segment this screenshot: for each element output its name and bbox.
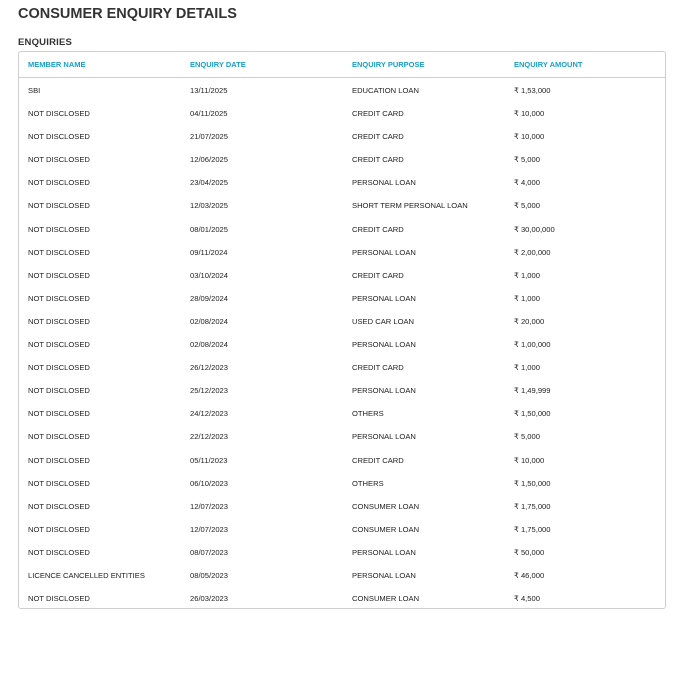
header-enquiry-date: ENQUIRY DATE bbox=[190, 60, 246, 69]
cell-enquiry-date: 21/07/2025 bbox=[190, 132, 229, 142]
table-row bbox=[19, 587, 665, 609]
table-row bbox=[19, 310, 665, 333]
table-row bbox=[19, 102, 665, 125]
cell-enquiry-purpose: USED CAR LOAN bbox=[352, 316, 415, 326]
cell-enquiry-amount: ₹ 1,00,000 bbox=[514, 340, 551, 350]
cell-enquiry-date: 09/11/2024 bbox=[190, 247, 228, 257]
cell-member-name: NOT DISCLOSED bbox=[28, 340, 90, 350]
cell-enquiry-amount: ₹ 10,000 bbox=[514, 109, 545, 119]
cell-member-name: NOT DISCLOSED bbox=[28, 293, 90, 303]
cell-enquiry-purpose: CREDIT CARD bbox=[352, 155, 404, 165]
cell-member-name: NOT DISCLOSED bbox=[28, 524, 90, 534]
cell-enquiry-date: 24/12/2023 bbox=[190, 409, 229, 419]
cell-enquiry-date: 08/01/2025 bbox=[190, 224, 229, 234]
cell-enquiry-purpose: SHORT TERM PERSONAL LOAN bbox=[352, 201, 468, 211]
table-row bbox=[19, 356, 665, 379]
cell-enquiry-date: 12/07/2023 bbox=[190, 501, 229, 511]
table-row bbox=[19, 333, 665, 356]
cell-enquiry-purpose: CREDIT CARD bbox=[352, 455, 404, 465]
cell-enquiry-purpose: PERSONAL LOAN bbox=[352, 547, 416, 557]
cell-member-name: NOT DISCLOSED bbox=[28, 316, 90, 326]
table-row bbox=[19, 518, 665, 541]
cell-member-name: NOT DISCLOSED bbox=[28, 455, 90, 465]
cell-enquiry-purpose: PERSONAL LOAN bbox=[352, 247, 416, 257]
header-enquiry-purpose: ENQUIRY PURPOSE bbox=[352, 60, 425, 69]
table-row bbox=[19, 79, 665, 102]
cell-enquiry-purpose: EDUCATION LOAN bbox=[352, 86, 419, 95]
section-title-enquiries: ENQUIRIES bbox=[18, 37, 73, 48]
cell-enquiry-purpose: CREDIT CARD bbox=[352, 363, 404, 373]
cell-enquiry-date: 08/05/2023 bbox=[190, 570, 229, 580]
header-member-name: MEMBER NAME bbox=[28, 60, 86, 69]
cell-enquiry-purpose: CREDIT CARD bbox=[352, 224, 404, 234]
cell-enquiry-date: 12/03/2025 bbox=[190, 201, 229, 211]
table-row bbox=[19, 148, 665, 171]
cell-enquiry-date: 22/12/2023 bbox=[190, 432, 229, 442]
table-row bbox=[19, 564, 665, 587]
table-row bbox=[19, 194, 665, 217]
table-row bbox=[19, 541, 665, 564]
cell-enquiry-date: 08/07/2023 bbox=[190, 547, 229, 557]
table-row bbox=[19, 495, 665, 518]
table-row bbox=[19, 171, 665, 194]
table-row bbox=[19, 287, 665, 310]
cell-member-name: NOT DISCLOSED bbox=[28, 247, 90, 257]
cell-enquiry-date: 05/11/2023 bbox=[190, 455, 228, 465]
table-row bbox=[19, 379, 665, 402]
cell-enquiry-purpose: PERSONAL LOAN bbox=[352, 386, 416, 396]
cell-enquiry-purpose: CREDIT CARD bbox=[352, 109, 404, 119]
cell-enquiry-purpose: CONSUMER LOAN bbox=[352, 594, 420, 604]
cell-enquiry-date: 13/11/2025 bbox=[190, 86, 228, 95]
cell-member-name: NOT DISCLOSED bbox=[28, 594, 90, 604]
cell-enquiry-amount: ₹ 1,000 bbox=[514, 363, 540, 373]
cell-enquiry-amount: ₹ 1,000 bbox=[514, 270, 540, 280]
cell-enquiry-date: 04/11/2025 bbox=[190, 109, 228, 119]
cell-enquiry-amount: ₹ 46,000 bbox=[514, 570, 545, 580]
table-row bbox=[19, 472, 665, 495]
cell-member-name: SBI bbox=[28, 86, 41, 95]
table-row bbox=[19, 264, 665, 287]
cell-enquiry-amount: ₹ 10,000 bbox=[514, 132, 545, 142]
cell-member-name: NOT DISCLOSED bbox=[28, 132, 90, 142]
cell-enquiry-date: 23/04/2025 bbox=[190, 178, 229, 188]
cell-enquiry-purpose: CREDIT CARD bbox=[352, 132, 404, 142]
cell-enquiry-date: 26/12/2023 bbox=[190, 363, 229, 373]
cell-enquiry-amount: ₹ 30,00,000 bbox=[514, 224, 555, 234]
cell-enquiry-purpose: PERSONAL LOAN bbox=[352, 570, 416, 580]
table-row bbox=[19, 125, 665, 148]
header-enquiry-amount: ENQUIRY AMOUNT bbox=[514, 60, 583, 69]
table-row bbox=[19, 402, 665, 425]
cell-enquiry-amount: ₹ 5,000 bbox=[514, 155, 540, 165]
cell-member-name: NOT DISCLOSED bbox=[28, 201, 90, 211]
cell-enquiry-amount: ₹ 4,000 bbox=[514, 178, 540, 188]
cell-enquiry-amount: ₹ 1,75,000 bbox=[514, 501, 551, 511]
cell-enquiry-amount: ₹ 5,000 bbox=[514, 432, 540, 442]
cell-enquiry-amount: ₹ 1,75,000 bbox=[514, 524, 551, 534]
cell-member-name: NOT DISCLOSED bbox=[28, 409, 90, 419]
cell-enquiry-amount: ₹ 1,50,000 bbox=[514, 409, 551, 419]
cell-enquiry-purpose: PERSONAL LOAN bbox=[352, 293, 416, 303]
cell-member-name: NOT DISCLOSED bbox=[28, 224, 90, 234]
cell-enquiry-date: 12/06/2025 bbox=[190, 155, 229, 165]
cell-member-name: NOT DISCLOSED bbox=[28, 386, 90, 396]
cell-enquiry-date: 25/12/2023 bbox=[190, 386, 229, 396]
table-row bbox=[19, 425, 665, 448]
cell-member-name: NOT DISCLOSED bbox=[28, 363, 90, 373]
cell-member-name: NOT DISCLOSED bbox=[28, 109, 90, 119]
cell-enquiry-purpose: CONSUMER LOAN bbox=[352, 501, 420, 511]
cell-member-name: NOT DISCLOSED bbox=[28, 155, 90, 165]
page-title: CONSUMER ENQUIRY DETAILS bbox=[18, 6, 237, 22]
cell-enquiry-date: 03/10/2024 bbox=[190, 270, 229, 280]
cell-enquiry-purpose: PERSONAL LOAN bbox=[352, 432, 416, 442]
cell-enquiry-amount: ₹ 2,00,000 bbox=[514, 247, 551, 257]
cell-member-name: NOT DISCLOSED bbox=[28, 501, 90, 511]
table-header bbox=[19, 52, 665, 78]
cell-enquiry-date: 12/07/2023 bbox=[190, 524, 229, 534]
enquiries-table bbox=[18, 51, 666, 609]
table-row bbox=[19, 241, 665, 264]
cell-enquiry-amount: ₹ 1,000 bbox=[514, 293, 540, 303]
cell-enquiry-amount: ₹ 10,000 bbox=[514, 455, 545, 465]
cell-enquiry-amount: ₹ 4,500 bbox=[514, 594, 540, 604]
cell-enquiry-date: 02/08/2024 bbox=[190, 340, 229, 350]
cell-enquiry-amount: ₹ 1,50,000 bbox=[514, 478, 551, 488]
cell-member-name: NOT DISCLOSED bbox=[28, 178, 90, 188]
cell-enquiry-purpose: OTHERS bbox=[352, 409, 384, 419]
cell-enquiry-amount: ₹ 1,53,000 bbox=[514, 86, 551, 95]
table-row bbox=[19, 218, 665, 241]
cell-enquiry-purpose: CREDIT CARD bbox=[352, 270, 404, 280]
cell-enquiry-amount: ₹ 1,49,999 bbox=[514, 386, 551, 396]
cell-enquiry-date: 06/10/2023 bbox=[190, 478, 229, 488]
cell-enquiry-amount: ₹ 5,000 bbox=[514, 201, 540, 211]
cell-enquiry-purpose: PERSONAL LOAN bbox=[352, 340, 416, 350]
cell-enquiry-amount: ₹ 50,000 bbox=[514, 547, 545, 557]
cell-enquiry-purpose: PERSONAL LOAN bbox=[352, 178, 416, 188]
cell-member-name: NOT DISCLOSED bbox=[28, 270, 90, 280]
cell-enquiry-amount: ₹ 20,000 bbox=[514, 316, 545, 326]
cell-member-name: NOT DISCLOSED bbox=[28, 478, 90, 488]
cell-enquiry-date: 26/03/2023 bbox=[190, 594, 229, 604]
table-body bbox=[19, 78, 665, 609]
cell-member-name: NOT DISCLOSED bbox=[28, 547, 90, 557]
cell-member-name: NOT DISCLOSED bbox=[28, 432, 90, 442]
cell-enquiry-purpose: CONSUMER LOAN bbox=[352, 524, 420, 534]
table-row bbox=[19, 449, 665, 472]
cell-enquiry-date: 28/09/2024 bbox=[190, 293, 229, 303]
cell-enquiry-date: 02/08/2024 bbox=[190, 316, 229, 326]
cell-enquiry-purpose: OTHERS bbox=[352, 478, 384, 488]
cell-member-name: LICENCE CANCELLED ENTITIES bbox=[28, 570, 145, 580]
